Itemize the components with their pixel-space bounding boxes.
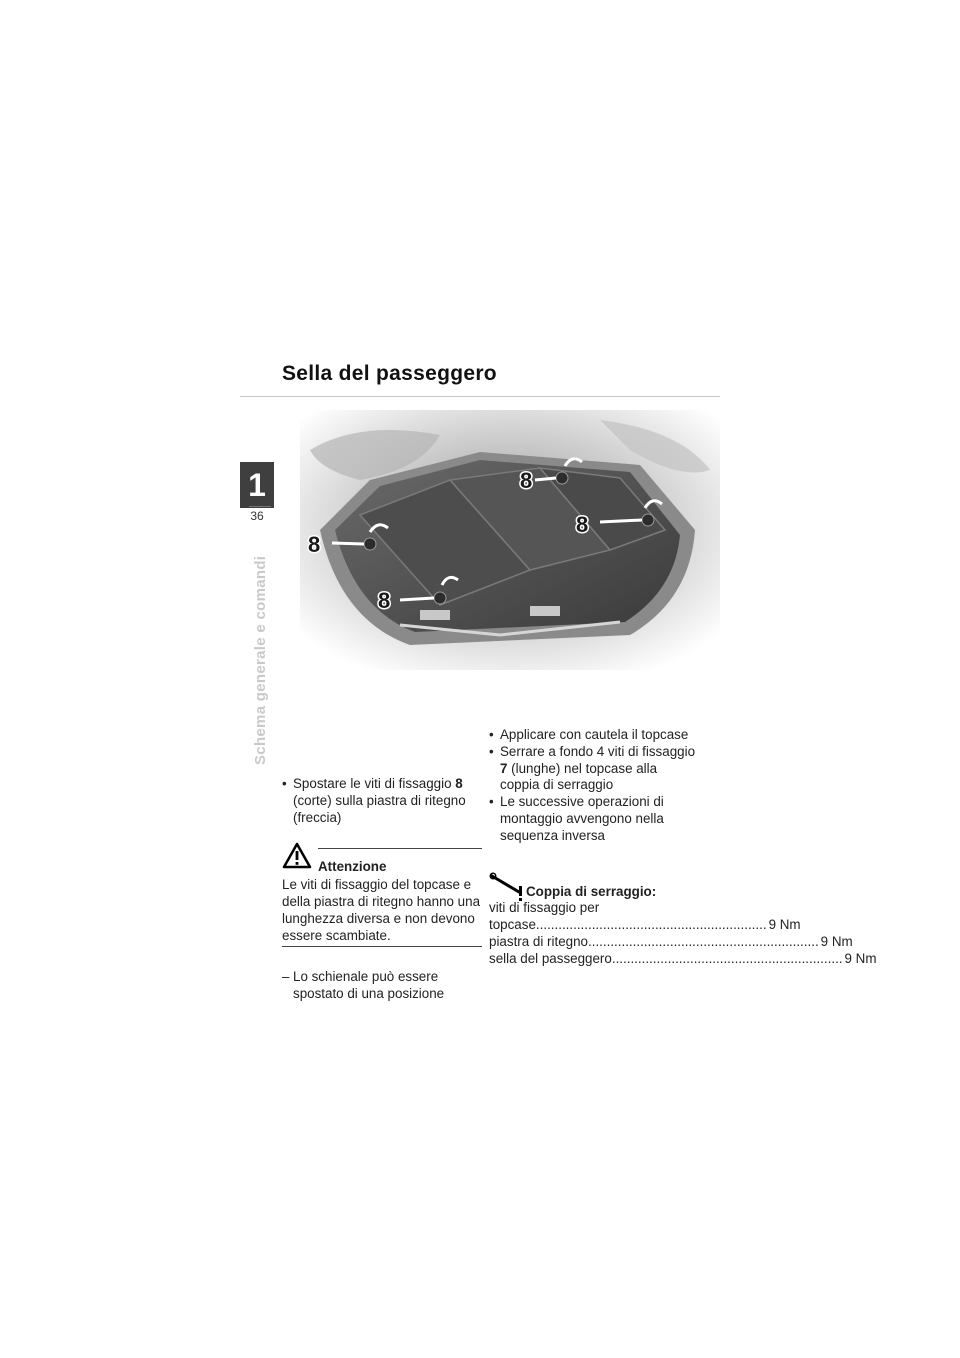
left-column <box>282 776 482 1003</box>
warning-bottom-rule <box>282 946 482 947</box>
page-title: Sella del passeggero <box>282 362 497 385</box>
title-divider <box>240 396 720 397</box>
warning-triangle-icon <box>282 842 312 870</box>
warning-heading: Attenzione <box>318 859 387 875</box>
rear-seat-carrier-photo <box>300 410 720 670</box>
warning-top-rule <box>318 848 482 849</box>
torque-row: piastra di ritegno .............................................................. 9 Nm <box>489 933 853 949</box>
torque-wrench-icon <box>489 872 527 904</box>
torque-intro: viti di fissaggio per <box>489 900 600 916</box>
warning-box <box>282 848 482 947</box>
list-item: • Spostare le viti di fissaggio 8 (corte) sulla piastra di ritegno (freccia) <box>282 776 482 826</box>
list-item: • Applicare con cautela il topcase <box>489 727 699 744</box>
torque-heading: Coppia di serraggio: <box>526 883 657 899</box>
warning-text: Le viti di fissaggio del topcase e della piastra di ritegno hanno una lunghezza diversa e non devono essere scambiate. <box>282 877 481 943</box>
chapter-tab <box>240 462 274 508</box>
torque-row: topcase .............................................................. 9 Nm <box>489 917 801 933</box>
callout-label: 8 <box>308 532 321 557</box>
right-column <box>489 727 877 968</box>
callout-label: 8 <box>576 512 589 537</box>
list-item: • Le successive operazioni di montaggio avvengono nella sequenza inversa <box>489 794 699 844</box>
chapter-number: 1 <box>248 467 266 503</box>
page-number: 36 <box>250 509 264 523</box>
torque-spec <box>489 883 877 968</box>
callout-label: 8 <box>520 468 533 493</box>
torque-row: sella del passeggero .............................................................. 9 Nm <box>489 950 877 966</box>
callout-label: 8 <box>378 588 391 613</box>
page-number-rule <box>249 506 271 507</box>
section-side-label: Schema generale e comandi <box>252 555 269 765</box>
list-item: – Lo schienale può essere spostato di una posizione <box>282 969 445 1002</box>
list-item: • Serrare a fondo 4 viti di fissaggio 7 (lunghe) nel topcase alla coppia di serraggio <box>489 744 699 794</box>
